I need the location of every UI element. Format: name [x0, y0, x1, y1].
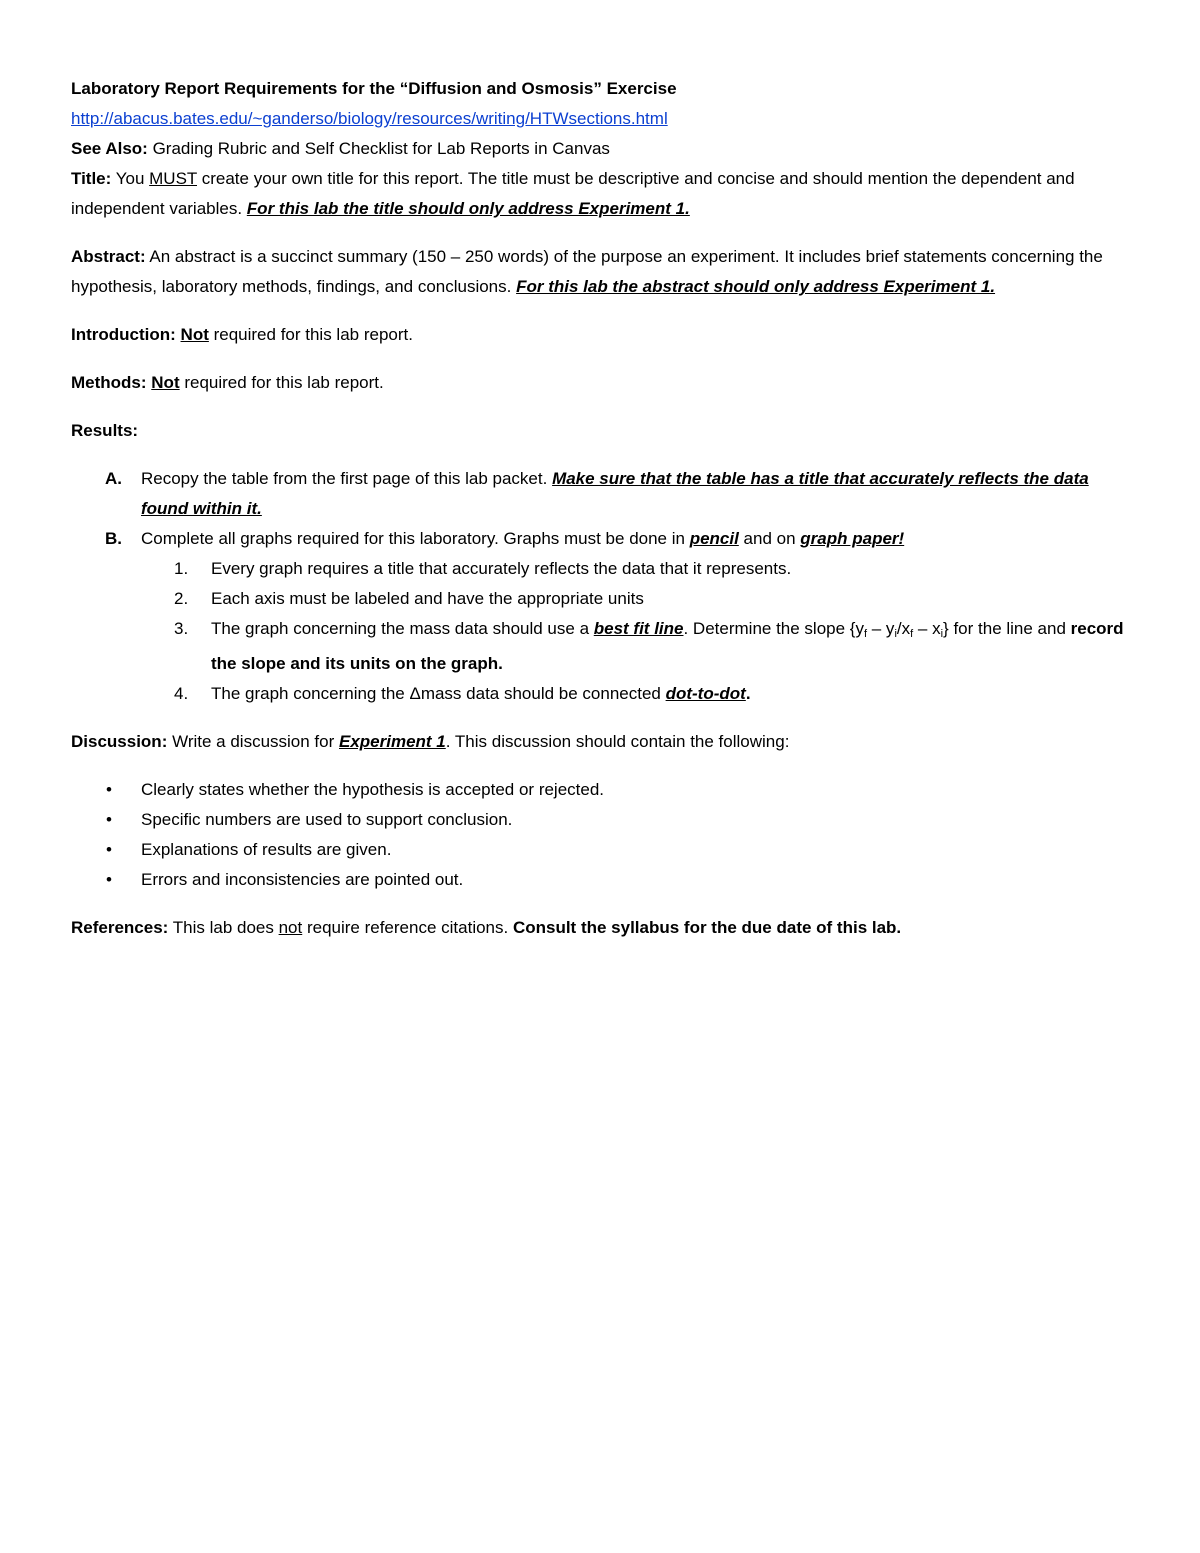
abstract-label: Abstract: [71, 247, 146, 266]
slope-sub-i1: i [894, 628, 897, 640]
references-label: References: [71, 918, 169, 937]
graph-requirement-3-emphasis: best fit line [593, 619, 684, 638]
introduction-not: Not [180, 325, 209, 344]
graph-requirement-3-text-2: . Determine the slope {y [683, 619, 864, 638]
discussion-text-1: Write a discussion for [167, 732, 339, 751]
references-not: not [278, 918, 303, 937]
document-page [71, 74, 1131, 961]
title-emphasis: For this lab the title should only address Experiment 1. [246, 199, 690, 218]
document-title: Laboratory Report Requirements for the “Diffusion and Osmosis” Exercise [71, 79, 677, 98]
abstract-text: An abstract is a succinct summary (150 – 250 words) of the purpose an experiment. It includes brief statements concerning the hypothesis, laboratory methods, findings, and conclusions. [71, 247, 1103, 296]
results-list [71, 464, 1131, 709]
slope-sub-f2: f [910, 628, 914, 640]
graph-requirement-3-text-6: } for the line and [943, 619, 1071, 638]
results-item-b-text-2: and on [738, 529, 801, 548]
see-also-label: See Also: [71, 139, 148, 158]
slope-sub-f1: f [863, 628, 868, 640]
results-item-b-pencil: pencil [689, 529, 739, 548]
results-item-b-text-1: Complete all graphs required for this laboratory. Graphs must be done in [141, 529, 690, 548]
title-must: MUST [149, 169, 197, 188]
introduction-label: Introduction: [71, 325, 176, 344]
introduction-section [71, 320, 1131, 350]
graph-requirement-4-marker: 4. [174, 684, 189, 703]
title-label: Title: [71, 169, 112, 188]
graph-requirement-4-text-1: The graph concerning the Δmass data should be connected [211, 684, 666, 703]
methods-section [71, 368, 1131, 398]
graph-requirement-4-text-2: . [745, 684, 751, 703]
discussion-label: Discussion: [71, 732, 168, 751]
discussion-bullet-2-text: Specific numbers are used to support conclusion. [141, 810, 513, 829]
graph-requirement-2 [141, 584, 1131, 614]
graph-requirement-4 [141, 679, 1131, 709]
references-text-1: This lab does [168, 918, 279, 937]
methods-not: Not [151, 373, 180, 392]
discussion-bullet-list [71, 775, 1131, 895]
graph-requirement-3-marker: 3. [174, 619, 189, 638]
graph-requirement-3-text-1: The graph concerning the mass data should use a [211, 619, 594, 638]
results-item-a [71, 464, 1131, 524]
abstract-emphasis: For this lab the abstract should only address Experiment 1. [516, 277, 996, 296]
graph-requirement-1-text: Every graph requires a title that accurately reflects the data that it represents. [211, 559, 792, 578]
abstract-section [71, 242, 1131, 302]
slope-sub-i2: i [940, 628, 944, 640]
bullet-icon: • [106, 810, 112, 829]
bullet-icon: • [106, 840, 112, 859]
results-item-b-marker: B. [105, 529, 122, 548]
discussion-text-2: . This discussion should contain the following: [445, 732, 790, 751]
graph-requirement-3-bold: record the slope and its units on the graph. [211, 619, 1124, 673]
discussion-bullet-4-text: Errors and inconsistencies are pointed out. [141, 870, 464, 889]
results-item-a-emphasis: Make sure that the table has a title that accurately reflects the data found within it. [141, 469, 1089, 518]
graph-requirement-3-text-4: /x [896, 619, 911, 638]
methods-text: required for this lab report. [179, 373, 384, 392]
discussion-emphasis: Experiment 1 [339, 732, 446, 751]
graph-requirement-2-text: Each axis must be labeled and have the appropriate units [211, 589, 644, 608]
discussion-section [71, 727, 1131, 757]
title-text-1: You [111, 169, 150, 188]
discussion-bullet-3 [71, 835, 1131, 865]
methods-label: Methods: [71, 373, 147, 392]
graph-requirement-3-text-5: – x [913, 619, 941, 638]
references-section [71, 913, 1131, 943]
graph-requirements-list [141, 554, 1131, 709]
results-item-b-graph-paper: graph paper! [800, 529, 905, 548]
graph-requirement-3 [141, 614, 1131, 679]
references-bold: Consult the syllabus for the due date of this lab. [512, 918, 902, 937]
graph-requirement-1 [141, 554, 1131, 584]
graph-requirement-2-marker: 2. [174, 589, 189, 608]
see-also-line [71, 134, 1131, 164]
graph-requirement-3-text-3: – y [867, 619, 895, 638]
bullet-icon: • [106, 870, 112, 889]
graph-requirement-1-marker: 1. [174, 559, 189, 578]
results-heading: Results: [71, 421, 139, 440]
bullet-icon: • [106, 780, 112, 799]
discussion-bullet-2 [71, 805, 1131, 835]
title-section [71, 164, 1131, 224]
results-item-b [71, 524, 1131, 709]
discussion-bullet-3-text: Explanations of results are given. [141, 840, 392, 859]
discussion-bullet-1-text: Clearly states whether the hypothesis is accepted or rejected. [141, 780, 605, 799]
results-item-a-marker: A. [105, 469, 122, 488]
results-label [71, 416, 1131, 446]
graph-requirement-4-emphasis: dot-to-dot [665, 684, 746, 703]
references-text-2: require reference citations. [302, 918, 513, 937]
introduction-text: required for this lab report. [208, 325, 413, 344]
results-item-a-text: Recopy the table from the first page of this lab packet. [141, 469, 553, 488]
reference-link-line [71, 104, 1131, 134]
see-also-text: Grading Rubric and Self Checklist for Lab Reports in Canvas [147, 139, 610, 158]
discussion-bullet-1 [71, 775, 1131, 805]
discussion-bullet-4 [71, 865, 1131, 895]
title-text-2: create your own title for this report. The title must be descriptive and concise and should mention the dependent and independent variables. [71, 169, 1075, 218]
reference-link[interactable]: http://abacus.bates.edu/~ganderso/biology/resources/writing/HTWsections.html [71, 109, 668, 128]
